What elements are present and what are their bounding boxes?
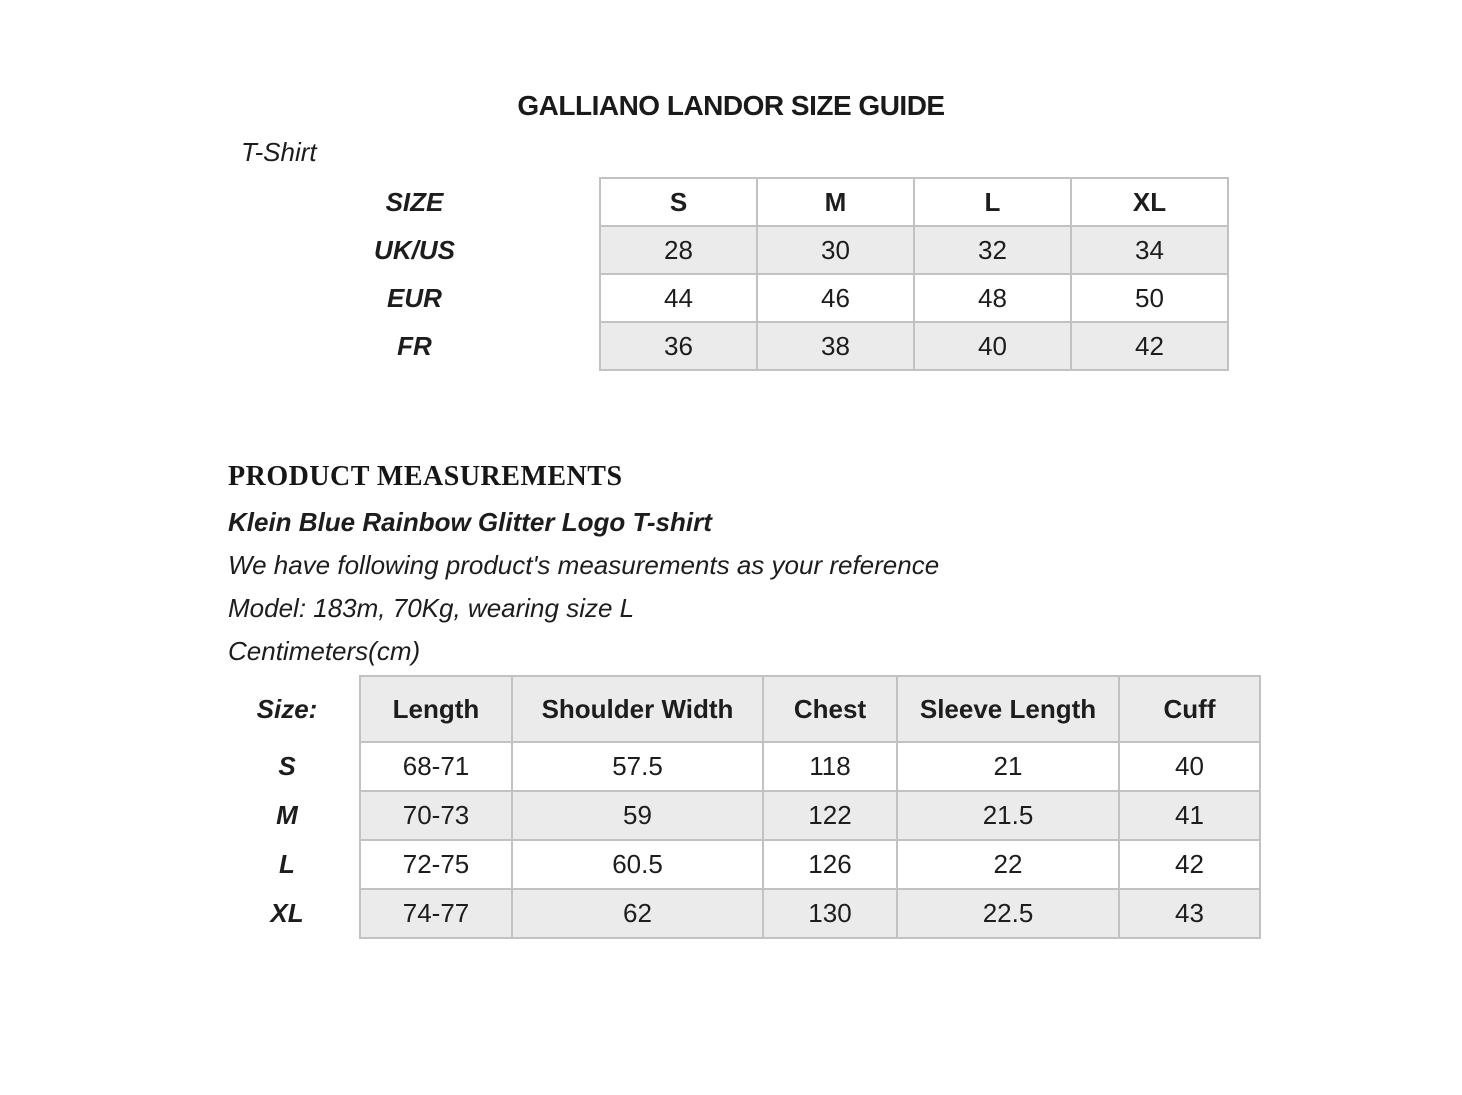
table-cell: 34 [1071,226,1228,274]
table-cell: 118 [763,742,897,791]
table-cell: 43 [1119,889,1260,938]
table-cell: 62 [512,889,763,938]
row-label-s: S [215,742,360,791]
table-cell: 40 [1119,742,1260,791]
row-label-fr: FR [230,322,600,370]
column-header-shoulder: Shoulder Width [512,676,763,742]
table-row-xl [215,889,1260,938]
table-row-fr [230,322,1228,370]
table-cell: 21 [897,742,1119,791]
column-header-cuff: Cuff [1119,676,1260,742]
table-cell: 30 [757,226,914,274]
table-cell: 22 [897,840,1119,889]
table-cell: 38 [757,322,914,370]
model-info: Model: 183m, 70Kg, wearing size L [228,593,635,623]
table-cell: 28 [600,226,757,274]
table-cell: 60.5 [512,840,763,889]
table-cell: 74-77 [360,889,512,938]
table-cell: 42 [1071,322,1228,370]
table-row-s [215,742,1260,791]
table-cell: 68-71 [360,742,512,791]
column-header-length: Length [360,676,512,742]
table-cell: 50 [1071,274,1228,322]
row-label-ukus: UK/US [230,226,600,274]
table-cell: 72-75 [360,840,512,889]
table-cell: 46 [757,274,914,322]
table-header-row [230,178,1228,226]
row-label-size: SIZE [230,178,600,226]
table-cell: 41 [1119,791,1260,840]
column-header-chest: Chest [763,676,897,742]
product-name: Klein Blue Rainbow Glitter Logo T-shirt [228,507,712,537]
row-label-eur: EUR [230,274,600,322]
column-header-xl: XL [1071,178,1228,226]
row-label-l: L [215,840,360,889]
column-header-sleeve-length: Sleeve Length [897,676,1119,742]
table-cell: 22.5 [897,889,1119,938]
table-header-row [215,676,1260,742]
table-cell: 130 [763,889,897,938]
unit-label: Centimeters(cm) [228,636,421,666]
product-measurements-table [215,675,1261,939]
table-cell: 44 [600,274,757,322]
table-row-l [215,840,1260,889]
row-label-m: M [215,791,360,840]
product-type-label: T-Shirt [241,137,317,167]
table-cell: 21.5 [897,791,1119,840]
table-cell: 57.5 [512,742,763,791]
column-header-m: M [757,178,914,226]
table-cell: 59 [512,791,763,840]
reference-note: We have following product's measurements as your reference [228,550,940,580]
table-row-m [215,791,1260,840]
table-cell: 42 [1119,840,1260,889]
row-label-xl: XL [215,889,360,938]
column-header-l: L [914,178,1071,226]
column-header-s: S [600,178,757,226]
row-label-size: Size: [215,676,360,742]
page-title: GALLIANO LANDOR SIZE GUIDE [517,90,945,121]
table-row-eur [230,274,1228,322]
table-cell: 70-73 [360,791,512,840]
table-cell: 126 [763,840,897,889]
table-row-ukus [230,226,1228,274]
size-conversion-table [230,177,1229,371]
section-heading: PRODUCT MEASUREMENTS [228,461,623,492]
table-cell: 32 [914,226,1071,274]
table-cell: 48 [914,274,1071,322]
table-cell: 40 [914,322,1071,370]
table-cell: 36 [600,322,757,370]
table-cell: 122 [763,791,897,840]
